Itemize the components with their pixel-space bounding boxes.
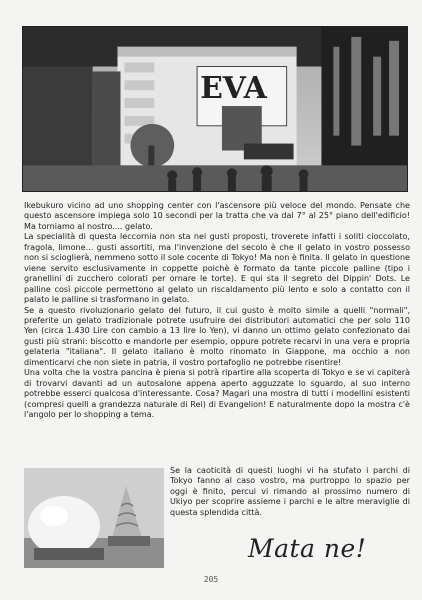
gelato-photo [24,468,164,568]
paragraph-parchi: Se la caoticità di questi luoghi vi ha stufato i parchi di Tokyo fanno al caso vostro, ma purtroppo lo spazio per oggi è finito, percui vi rimando al prossimo numero di Ukiyo per scoprire assieme i parchi e le altre meraviglie di questa splendida città. [170,466,410,517]
paragraph-gelato: Se a questo rivoluzionario gelato del futuro, il cui gusto è molto simile a quelli "normali", preferite un gelato tradizionale potrete usufruire dei distributori automatici che per solo 110 Yen (circa 1.430 Lire con cambio a 13 lire lo Yen), vi danno un ottimo gelato confezionato dai gusti più strani: biscotto e mandorle per esempio, oppure potrete recarvi in una vera e propria gelateria "italiana". Il gelato italiano è molto rinomato in Giappone, ma occhio a non dimenticarvi che non siete in patria, il vostro portafoglio ne potrebbe risentire! [24,305,410,367]
signoff-text: Mata ne! [248,534,367,563]
eva-sign: EVA [200,71,267,107]
article-side-paragraph [170,466,410,518]
article-body [24,201,410,421]
paragraph-intro: Ikebukuro vicino ad uno shopping center con l'ascensore più veloce del mondo. Pensate che questo ascensore impiega solo 10 secondi per la tratta che va dal 7° al 25° piano dell'edificio! Ma torniamo al nostro.... gelato. [24,201,410,231]
page-number: 205 [203,575,219,584]
street-photo [22,26,408,192]
paragraph-evangelion: Una volta che la vostra pancina è piena si potrà ripartire alla scoperta di Tokyo e se vi capiterà di trovarvi davanti ad un autosalone appena aperto agguzzate lo sguardo, al suo interno potrebbe esserci qualcosa d'interessante. Cosa? Magari una mostra di tutti i modellini esistenti (compresi quelli a grandezza naturale di Rei) di Evangelion! E naturalmente dopo la mostra c'è l'angolo per lo shopping a tema. [24,368,410,420]
paragraph-dippin-dots: La specialità di questa leccornia non sta nei gusti proposti, troverete infatti i soliti cioccolato, fragola, limone... gusti assortiti, ma l'invenzione del secolo è che il gelato in vostro possesso non si scioglierà, nemmeno sotto il sole cocente di Tokyo! Ma non è finita. Il gelato in questione viene servito esclusivamente in coppette poichè è formato da tante piccole palline (tipo i granellini di zucchero colorati per ornare le torte). E qui sta il segreto del Dippin' Dots. Le palline così piccole permettono al gelato un riscaldamento più lento e solo a contatto con il palato le palline si trasformano in gelato. [24,232,410,305]
